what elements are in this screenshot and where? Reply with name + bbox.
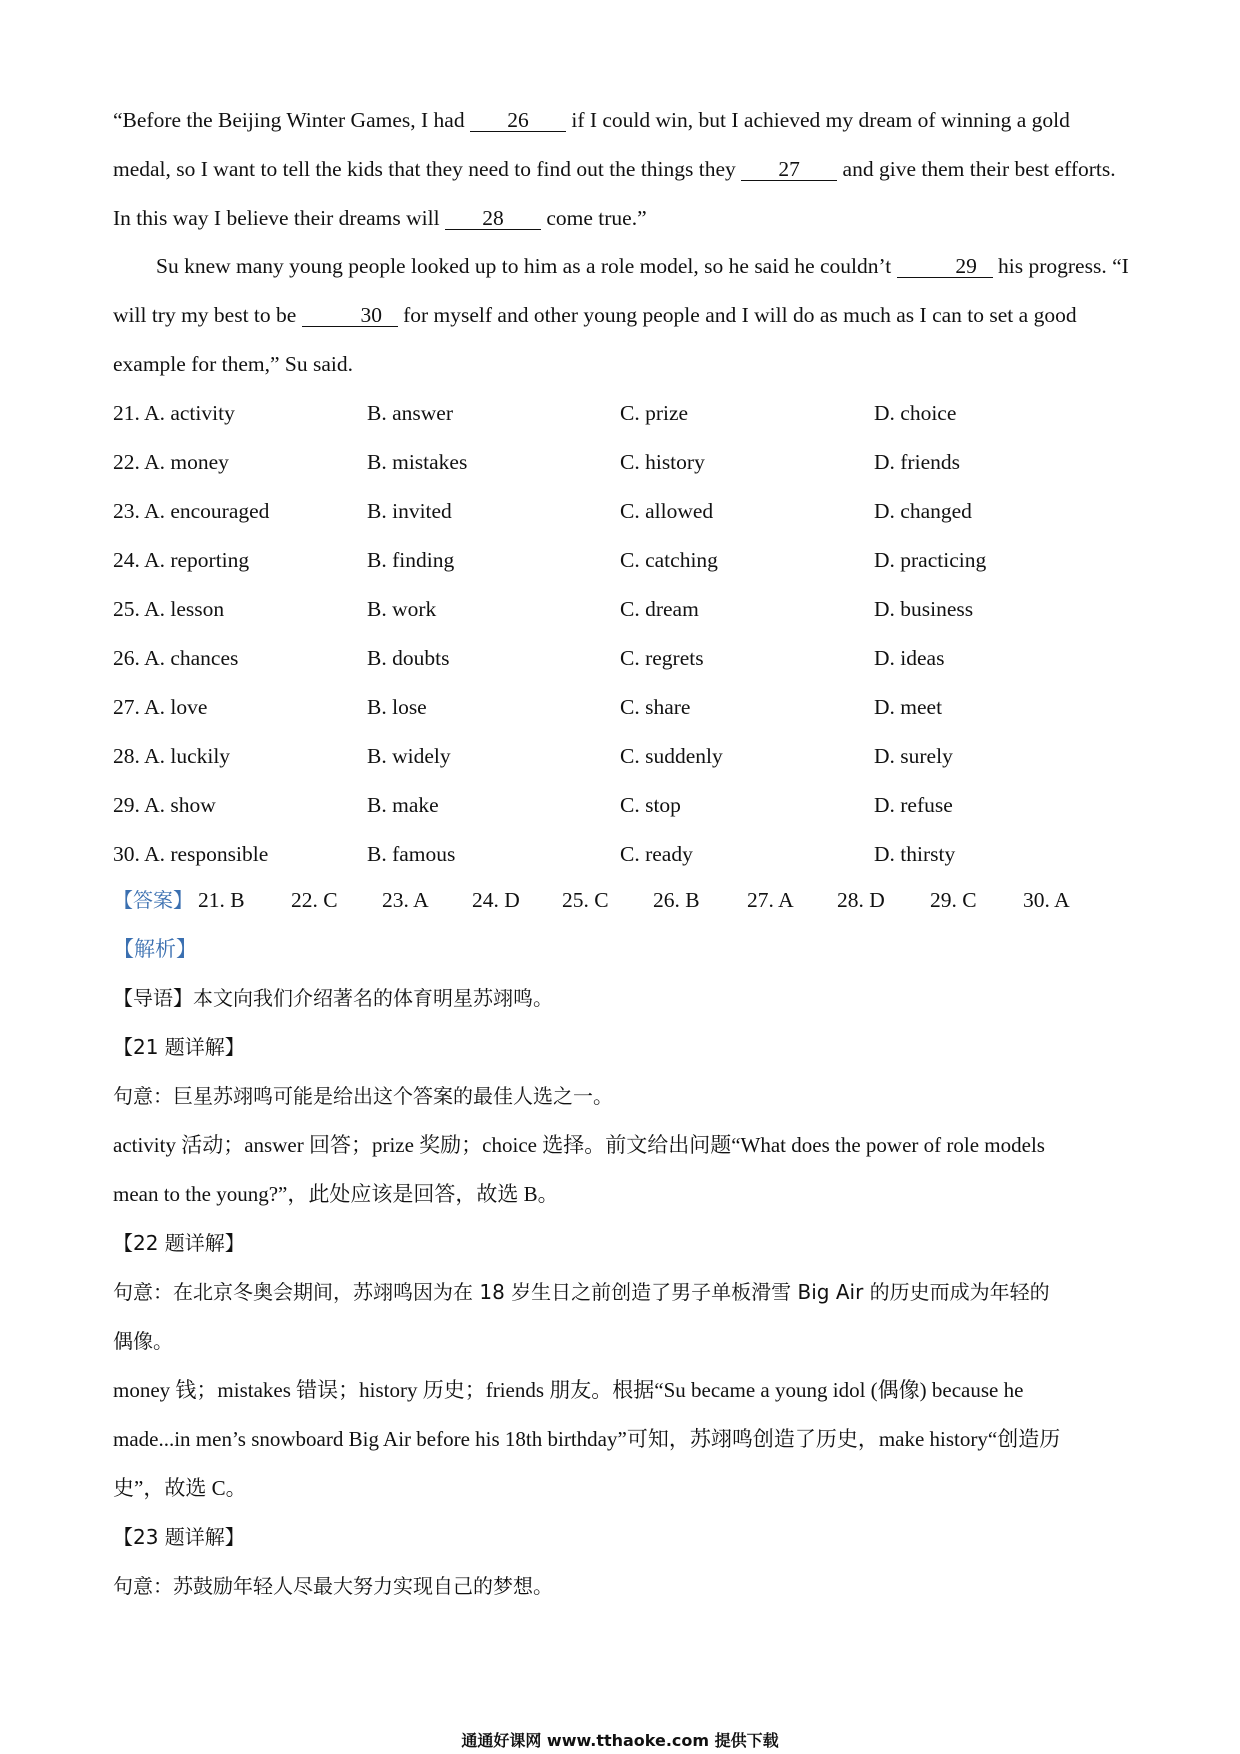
blank-29: 29: [897, 255, 993, 278]
option-b: B. invited: [367, 499, 452, 523]
q23-heading: 【23 题详解】: [113, 1525, 245, 1549]
option-c: C. suddenly: [620, 744, 723, 768]
answer-item: 27. A: [747, 888, 794, 912]
q22-explanation-line-2: made...in men’s snowboard Big Air before his 18th birthday”可知，苏翊鸣创造了历史，make history“创造历: [113, 1427, 1061, 1451]
option-c: C. share: [620, 695, 691, 719]
option-a: 25. A. lesson: [113, 597, 225, 621]
option-d: D. meet: [874, 695, 943, 719]
passage-text: for myself and other young people and I will do as much as I can to set a good example for them,” Su said.: [113, 303, 1077, 376]
option-c: C. regrets: [620, 646, 704, 670]
option-d: D. ideas: [874, 646, 945, 670]
q22-heading: 【22 题详解】: [113, 1231, 245, 1255]
option-a: 29. A. show: [113, 793, 216, 817]
option-c: C. catching: [620, 548, 718, 572]
q22-explanation-line-3: 史”，故选 C。: [113, 1476, 247, 1500]
option-row-21: [113, 398, 1133, 428]
option-a: 28. A. luckily: [113, 744, 231, 768]
option-b: B. famous: [367, 842, 456, 866]
passage-paragraph-2: [113, 242, 1133, 389]
option-d: D. business: [874, 597, 974, 621]
option-b: B. mistakes: [367, 450, 468, 474]
q22-explanation-line-1: money 钱；mistakes 错误；history 历史；friends 朋友。根据“Su became a young idol (偶像) because he: [113, 1378, 1024, 1402]
q21-meaning: 句意：巨星苏翊鸣可能是给出这个答案的最佳人选之一。: [113, 1084, 613, 1108]
option-c: C. prize: [620, 401, 689, 425]
blank-28: 28: [445, 207, 541, 230]
blank-27: 27: [741, 158, 837, 181]
option-b: B. work: [367, 597, 437, 621]
q22-meaning-line-2: 偶像。: [113, 1329, 173, 1353]
answer-item: 28. D: [837, 888, 885, 912]
passage-text: come true.”: [540, 206, 647, 230]
option-a: 24. A. reporting: [113, 548, 250, 572]
blank-30: 30: [302, 304, 398, 327]
option-c: C. history: [620, 450, 705, 474]
option-d: D. surely: [874, 744, 953, 768]
option-row-30: [113, 839, 1133, 869]
q21-heading: 【21 题详解】: [113, 1035, 245, 1059]
option-a: 27. A. love: [113, 695, 208, 719]
option-b: B. finding: [367, 548, 455, 572]
option-b: B. lose: [367, 695, 427, 719]
option-b: B. widely: [367, 744, 451, 768]
option-a: 23. A. encouraged: [113, 499, 270, 523]
passage-text: his progress. “I will try my best to be: [113, 254, 1129, 327]
option-d: D. choice: [874, 401, 957, 425]
option-d: D. refuse: [874, 793, 953, 817]
option-row-24: [113, 545, 1133, 575]
option-row-26: [113, 643, 1133, 673]
option-c: C. stop: [620, 793, 681, 817]
option-c: C. dream: [620, 597, 699, 621]
q23-meaning: 句意：苏鼓励年轻人尽最大努力实现自己的梦想。: [113, 1574, 553, 1598]
option-row-22: [113, 447, 1133, 477]
passage-text: if I could win, but I achieved my dream of winning a gold medal, so I want to tell the kids that they need to find out the things they: [113, 108, 1070, 181]
option-a: 26. A. chances: [113, 646, 239, 670]
answer-key-row: [113, 885, 1133, 915]
option-a: 21. A. activity: [113, 401, 235, 425]
answer-item: 26. B: [653, 888, 700, 912]
option-row-23: [113, 496, 1133, 526]
option-b: B. make: [367, 793, 439, 817]
option-b: B. answer: [367, 401, 453, 425]
answer-item: 24. D: [472, 888, 520, 912]
footer-watermark: 通通好课网 www.tthaoke.com 提供下载: [461, 1731, 779, 1750]
option-c: C. ready: [620, 842, 693, 866]
option-d: D. practicing: [874, 548, 987, 572]
option-d: D. changed: [874, 499, 972, 523]
q21-explanation-line-2: mean to the young?”，此处应该是回答，故选 B。: [113, 1182, 559, 1206]
answer-item: 30. A: [1023, 888, 1070, 912]
blank-26: 26: [470, 109, 566, 132]
passage-paragraph-1: [113, 96, 1133, 243]
option-d: D. thirsty: [874, 842, 956, 866]
option-a: 30. A. responsible: [113, 842, 269, 866]
passage-text: Su knew many young people looked up to him as a role model, so he said he couldn’t: [156, 254, 897, 278]
passage-text: and give them their best efforts. In this way I believe their dreams will: [113, 157, 1116, 230]
passage-text: “Before the Beijing Winter Games, I had: [113, 108, 470, 132]
option-row-25: [113, 594, 1133, 624]
q21-explanation-line-1: activity 活动；answer 回答；prize 奖励；choice 选择。前文给出问题“What does the power of role models: [113, 1133, 1045, 1157]
analysis-label: 【解析】: [113, 937, 197, 961]
answer-item: 29. C: [930, 888, 977, 912]
option-a: 22. A. money: [113, 450, 229, 474]
option-b: B. doubts: [367, 646, 450, 670]
answer-label: 【答案】: [113, 888, 193, 912]
option-c: C. allowed: [620, 499, 714, 523]
option-d: D. friends: [874, 450, 960, 474]
answer-item: 21. B: [198, 888, 245, 912]
intro-text: 【导语】本文向我们介绍著名的体育明星苏翊鸣。: [113, 986, 553, 1010]
option-row-27: [113, 692, 1133, 722]
answer-item: 23. A: [382, 888, 429, 912]
answer-item: 25. C: [562, 888, 609, 912]
option-row-29: [113, 790, 1133, 820]
q22-meaning-line-1: 句意：在北京冬奥会期间，苏翊鸣因为在 18 岁生日之前创造了男子单板滑雪 Big Air 的历史而成为年轻的: [113, 1280, 1050, 1304]
option-row-28: [113, 741, 1133, 771]
answer-item: 22. C: [291, 888, 338, 912]
